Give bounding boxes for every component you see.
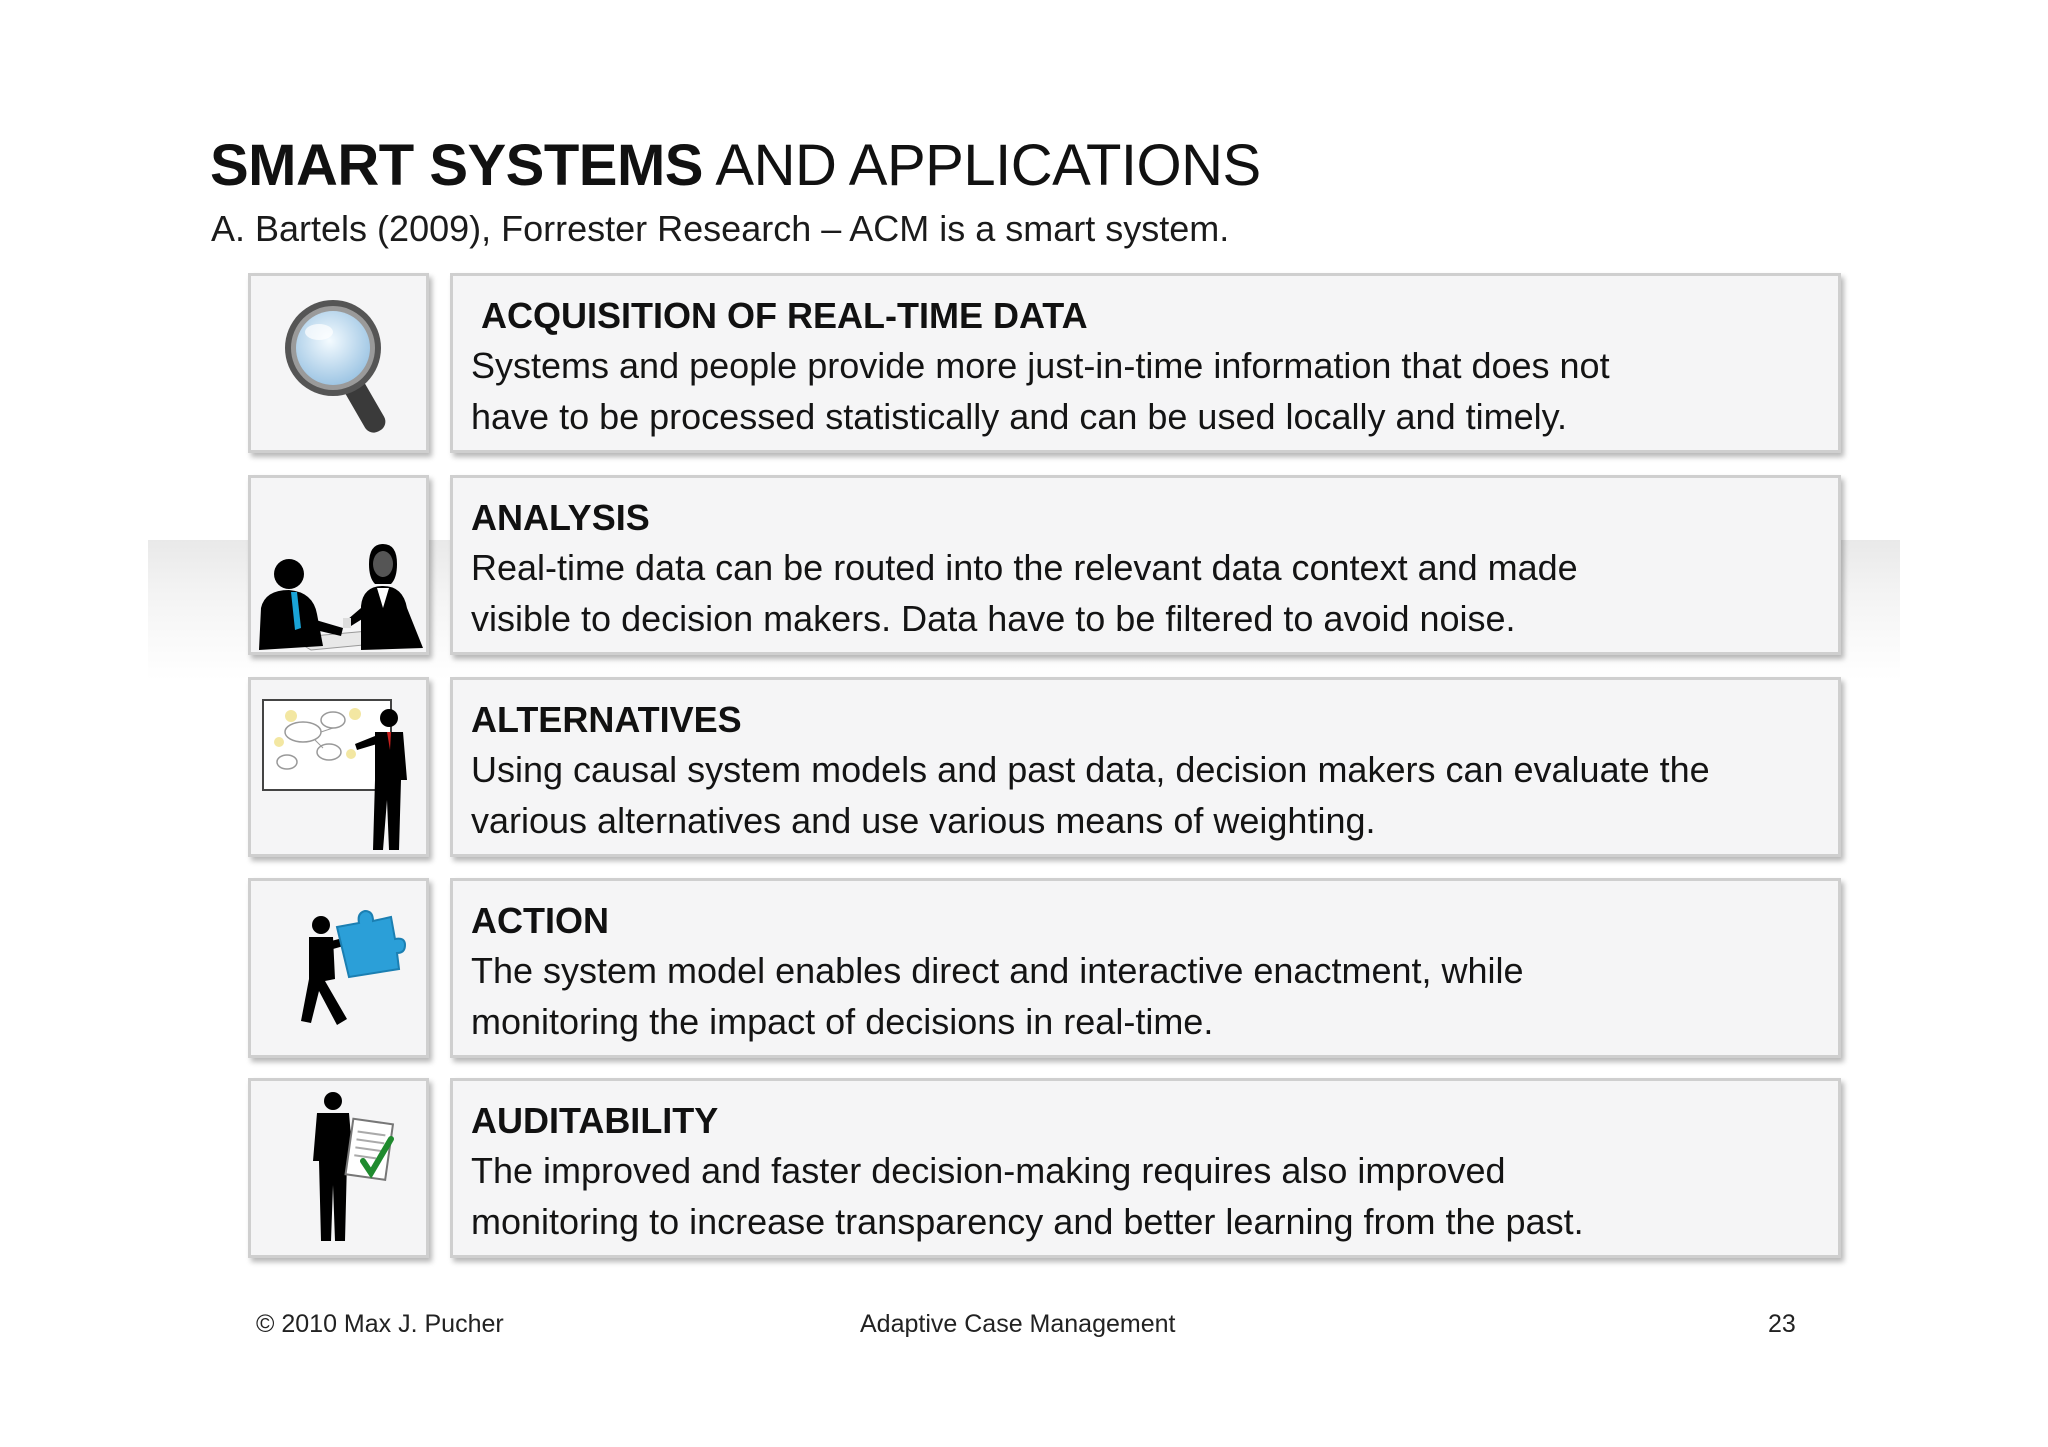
person-puzzle-piece-icon	[251, 881, 426, 1055]
item-description-line2: have to be processed statistically and can be used locally and timely.	[471, 396, 1567, 437]
item-description-line2: monitoring the impact of decisions in real-time.	[471, 1001, 1214, 1042]
meeting-people-icon	[251, 478, 426, 652]
item-description-line1: Using causal system models and past data, decision makers can evaluate the	[471, 749, 1710, 790]
footer-page-number: 23	[1768, 1310, 1796, 1338]
icon-box	[248, 273, 429, 453]
text-box	[450, 475, 1841, 655]
item-heading: ANALYSIS	[471, 497, 650, 538]
item-auditability	[248, 1078, 1844, 1260]
icon-box	[248, 878, 429, 1058]
icon-box	[248, 677, 429, 857]
item-heading: ACTION	[471, 900, 609, 941]
slide-title	[210, 132, 1261, 199]
footer-copyright: © 2010 Max J. Pucher	[256, 1310, 504, 1338]
item-heading: ACQUISITION OF REAL-TIME DATA	[481, 295, 1088, 336]
item-heading: ALTERNATIVES	[471, 699, 742, 740]
item-description-line1: The system model enables direct and interactive enactment, while	[471, 950, 1524, 991]
item-acquisition	[248, 273, 1844, 455]
item-description-line1: Systems and people provide more just-in-time information that does not	[471, 345, 1610, 386]
slide-title-bold: SMART SYSTEMS	[210, 133, 703, 198]
text-box	[450, 677, 1841, 857]
item-description-line2: monitoring to increase transparency and better learning from the past.	[471, 1201, 1584, 1242]
presenter-whiteboard-icon	[251, 680, 426, 854]
person-checklist-icon	[251, 1081, 426, 1255]
item-heading: AUDITABILITY	[471, 1100, 719, 1141]
item-action	[248, 878, 1844, 1060]
text-box	[450, 1078, 1841, 1258]
item-description-line1: The improved and faster decision-making requires also improved	[471, 1150, 1506, 1191]
text-box	[450, 878, 1841, 1058]
item-analysis	[248, 475, 1844, 657]
item-description-line2: visible to decision makers. Data have to be filtered to avoid noise.	[471, 598, 1516, 639]
item-description-line2: various alternatives and use various means of weighting.	[471, 800, 1376, 841]
icon-box	[248, 1078, 429, 1258]
text-box	[450, 273, 1841, 453]
slide-title-rest: AND APPLICATIONS	[703, 133, 1261, 198]
footer-title: Adaptive Case Management	[860, 1310, 1176, 1338]
item-description-line1: Real-time data can be routed into the relevant data context and made	[471, 547, 1578, 588]
item-alternatives	[248, 677, 1844, 859]
slide-subtitle: A. Bartels (2009), Forrester Research – ACM is a smart system.	[211, 208, 1230, 249]
magnifying-glass-icon	[251, 276, 426, 450]
icon-box	[248, 475, 429, 655]
